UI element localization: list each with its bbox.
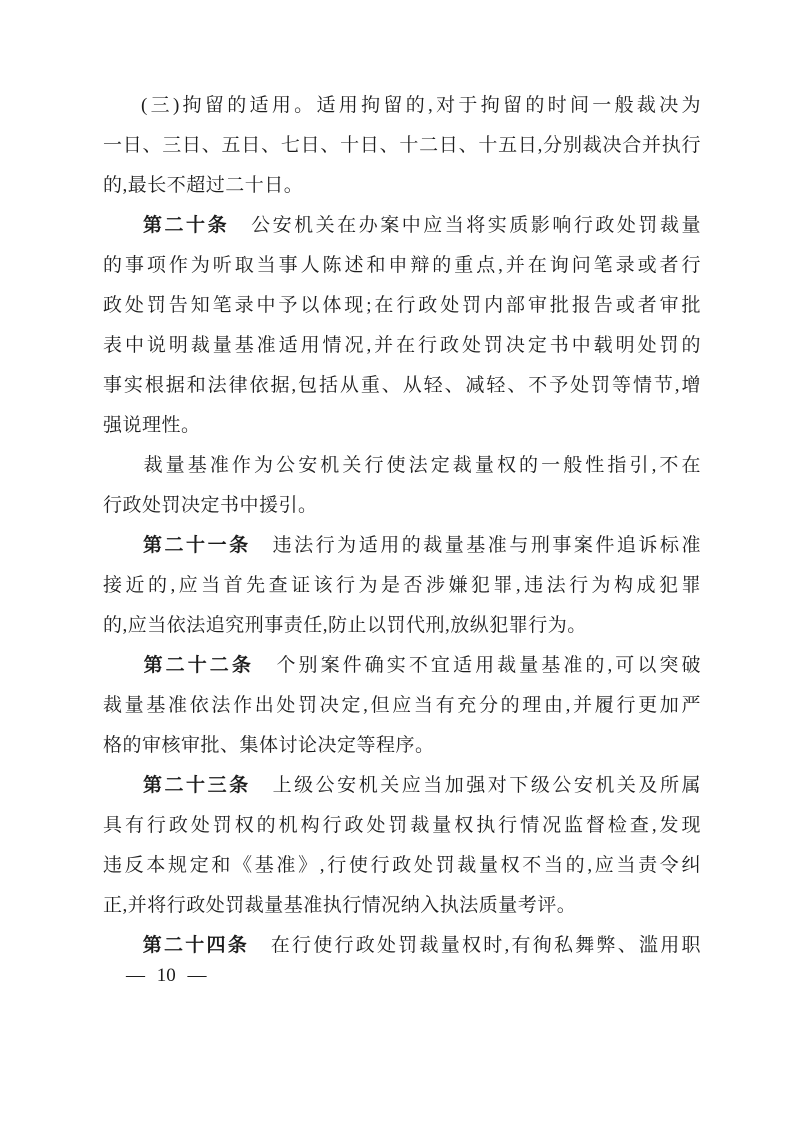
text-line: 的事项作为听取当事人陈述和申辩的重点,并在询问笔录或者行 — [103, 255, 701, 276]
paragraph-indent — [103, 790, 141, 791]
text-line: 违反本规定和《基准》,行使行政处罚裁量权不当的,应当责令纠 — [103, 855, 701, 876]
text-line: 事实根据和法律依据,包括从重、从轻、减轻、不予处罚等情节,增 — [103, 375, 701, 396]
text-line: 的,最长不超过二十日。 — [103, 175, 304, 196]
paragraph-indent — [103, 110, 141, 111]
paragraph-indent — [103, 950, 141, 951]
document-body — [103, 86, 701, 966]
text-line: 表中说明裁量基准适用情况,并在行政处罚决定书中载明处罚的 — [103, 335, 701, 356]
article-number: 第二十条 — [141, 215, 230, 236]
para-article-21 — [103, 526, 701, 646]
paragraph-indent — [103, 230, 141, 231]
para-item-3-detention — [103, 86, 701, 206]
text-line: (三)拘留的适用。适用拘留的,对于拘留的时间一般裁决为 — [103, 86, 701, 126]
text-line: 强说理性。 — [103, 415, 201, 436]
text-line: 格的审核审批、集体讨论决定等程序。 — [103, 735, 435, 756]
text-line: 接近的,应当首先查证该行为是否涉嫌犯罪,违法行为构成犯罪 — [103, 575, 701, 596]
text-line: 第二十四条 在行使行政处罚裁量权时,有徇私舞弊、滥用职 — [103, 926, 701, 966]
text-line: 行政处罚决定书中援引。 — [103, 495, 318, 516]
prefix-gap — [229, 230, 249, 231]
text-line: 裁量基准作为公安机关行使法定裁量权的一般性指引,不在 — [103, 446, 701, 486]
text-line: 的,应当依法追究刑事责任,防止以罚代刑,放纵犯罪行为。 — [103, 615, 587, 636]
text-line: 正,并将行政处罚裁量基准执行情况纳入执法质量考评。 — [103, 895, 577, 916]
article-number: 第二十一条 — [141, 535, 251, 556]
text-line: 第二十一条 违法行为适用的裁量基准与刑事案件追诉标准 — [103, 526, 701, 566]
paragraph-indent — [103, 550, 141, 551]
prefix-gap — [251, 790, 271, 791]
prefix-gap — [249, 950, 269, 951]
para-article-20-note — [103, 446, 701, 526]
para-article-23 — [103, 766, 701, 926]
text-line: 政处罚告知笔录中予以体现;在行政处罚内部审批报告或者审批 — [103, 295, 701, 316]
page-number: — 10 — — [126, 965, 207, 986]
article-number: 第二十四条 — [141, 935, 249, 956]
text-line: 第二十条 公安机关在办案中应当将实质影响行政处罚裁量 — [103, 206, 701, 246]
prefix-gap — [251, 550, 271, 551]
para-article-22 — [103, 646, 701, 766]
text-line: 第二十三条 上级公安机关应当加强对下级公安机关及所属 — [103, 766, 701, 806]
page-footer — [126, 960, 207, 992]
text-line: 一日、三日、五日、七日、十日、十二日、十五日,分别裁决合并执行 — [103, 135, 701, 156]
text-line: 具有行政处罚权的机构行政处罚裁量权执行情况监督检查,发现 — [103, 815, 701, 836]
paragraph-indent — [103, 670, 141, 671]
para-article-20 — [103, 206, 701, 446]
paragraph-indent — [103, 470, 141, 471]
text-line: 第二十二条 个别案件确实不宜适用裁量基准的,可以突破 — [103, 646, 701, 686]
prefix-gap — [254, 670, 274, 671]
article-number: 第二十三条 — [141, 775, 251, 796]
article-number: 第二十二条 — [141, 655, 254, 676]
text-line: 裁量基准依法作出处罚决定,但应当有充分的理由,并履行更加严 — [103, 695, 701, 716]
